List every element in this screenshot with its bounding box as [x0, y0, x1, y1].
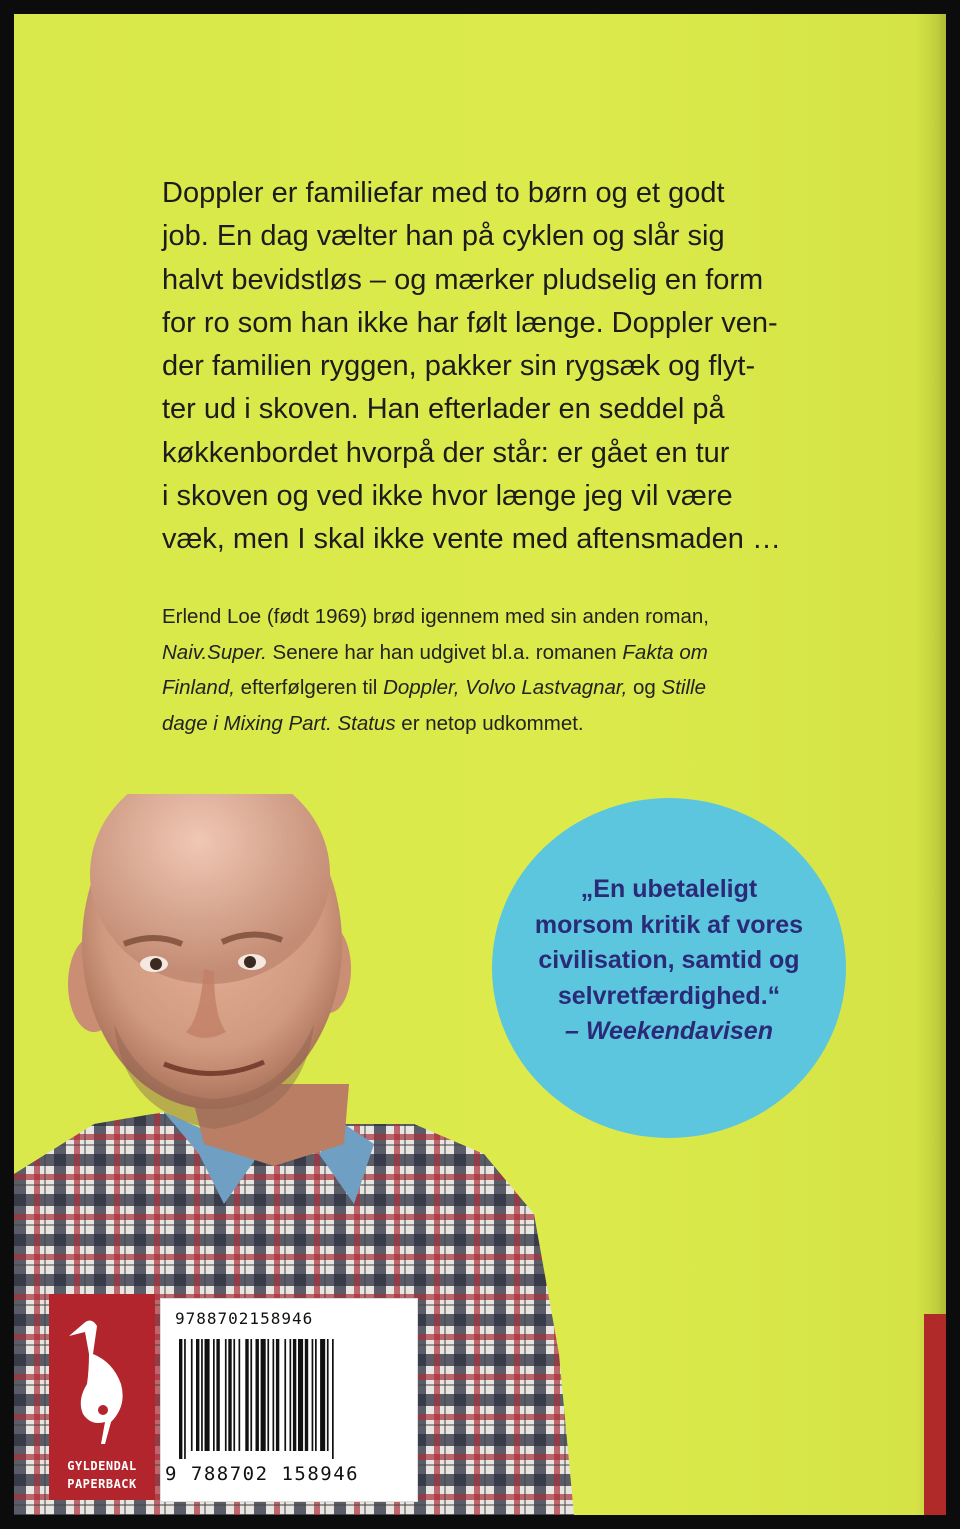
barcode-bar	[327, 1339, 329, 1451]
blurb-line: køkkenbordet hvorpå der står: er gået en tur	[162, 436, 730, 469]
quote-source: – Weekendavisen	[565, 1017, 773, 1046]
barcode-bar	[305, 1339, 308, 1451]
publisher-imprint: PAPERBACK	[67, 1477, 137, 1491]
barcode-bar	[273, 1339, 275, 1451]
bio-text: Senere har han udgivet bl.a. romanen	[266, 640, 623, 664]
book-title: dage i Mixing Part. Status	[162, 711, 396, 735]
bio-line	[162, 670, 802, 706]
blurb-line: i skoven og ved ikke hvor længe jeg vil være	[162, 480, 733, 513]
barcode-bar	[267, 1339, 269, 1451]
stork-icon	[61, 1314, 143, 1454]
barcode-bar	[250, 1339, 252, 1451]
barcode-bar	[239, 1339, 241, 1451]
bio-line	[162, 599, 802, 635]
blurb-line: der familien ryggen, pakker sin rygsæk og flyt-	[162, 350, 756, 383]
quote-line: morsom kritik af vores	[534, 910, 804, 939]
barcode-bar	[184, 1339, 186, 1459]
barcode-bar	[216, 1339, 219, 1451]
barcode-bar	[320, 1339, 325, 1451]
barcode-bar	[290, 1339, 292, 1451]
barcode-bar	[201, 1339, 203, 1451]
bio-text: er netop udkommet.	[395, 711, 584, 735]
barcode-bar	[191, 1339, 193, 1451]
quote-line: selvretfærdighed.“	[557, 981, 781, 1010]
barcode-label	[160, 1298, 418, 1502]
barcode-bar	[179, 1339, 182, 1459]
quote-line: „En ubetaleligt	[580, 875, 758, 903]
bio-text: Erlend Loe (født 1969) brød igennem med sin anden roman,	[162, 605, 709, 628]
blurb-line: job. En dag vælter han på cyklen og slår sig	[162, 220, 725, 253]
barcode-bar	[225, 1339, 227, 1451]
barcode-bar	[196, 1339, 199, 1451]
barcode	[179, 1339, 401, 1459]
publisher-logo	[49, 1294, 155, 1500]
ean-number: 9 788702 158946	[165, 1463, 360, 1485]
book-title: Finland,	[162, 676, 235, 699]
barcode-bar	[205, 1339, 210, 1451]
bio-line	[162, 706, 802, 742]
spine-strip	[924, 1314, 946, 1515]
blurb-line: ter ud i skoven. Han efterlader en seddel på	[162, 393, 725, 426]
blurb-line: væk, men I skal ikke vente med aftensmaden …	[162, 523, 781, 556]
blurb-line: halvt bevidstløs – og mærker pludselig en form	[162, 263, 764, 296]
barcode-bar	[293, 1339, 296, 1451]
book-back-cover	[14, 14, 946, 1515]
barcode-bar	[245, 1339, 248, 1451]
publisher-name: GYLDENDAL	[67, 1459, 137, 1473]
barcode-bar	[228, 1339, 231, 1451]
blurb-line: Doppler er familiefar med to børn og et godt	[162, 177, 725, 209]
barcode-bar	[256, 1339, 259, 1451]
blurb-line: for ro som han ikke har følt længe. Doppler ven-	[162, 306, 778, 339]
cover-fold-shadow	[916, 14, 946, 1515]
bio-line	[162, 635, 802, 671]
barcode-bar	[332, 1339, 334, 1459]
bio-text: efterfølgeren til	[234, 676, 384, 699]
bio-text: og	[627, 676, 662, 699]
barcode-bar	[233, 1339, 235, 1451]
book-title: Fakta om	[622, 640, 708, 664]
barcode-bar	[298, 1339, 303, 1451]
barcode-bar	[315, 1339, 317, 1451]
book-title: Doppler, Volvo Lastvagnar,	[383, 676, 628, 699]
author-bio	[162, 599, 802, 741]
barcode-bar	[276, 1339, 279, 1451]
book-title: Naiv.Super.	[162, 640, 267, 664]
blurb-text	[162, 172, 812, 562]
quote-line: civilisation, samtid og	[538, 946, 800, 975]
barcode-bar	[213, 1339, 215, 1451]
book-title: Stille	[661, 676, 706, 699]
isbn-number: 9788702158946	[175, 1309, 314, 1328]
barcode-bar	[261, 1339, 266, 1451]
barcode-bar	[312, 1339, 314, 1451]
barcode-bar	[284, 1339, 286, 1451]
